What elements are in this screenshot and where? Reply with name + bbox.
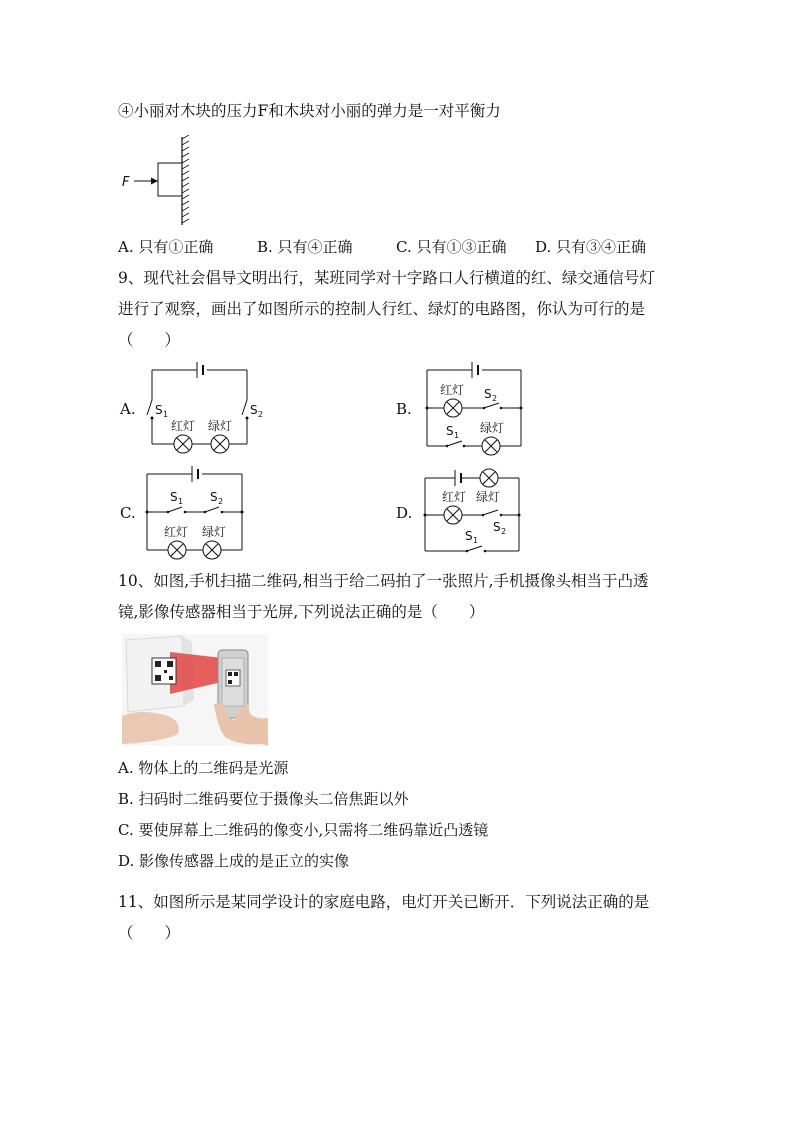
circuit-a-s1-sub: 1 bbox=[163, 410, 169, 419]
q10-line-1: 10、如图,手机扫描二维码,相当于给二码拍了一张照片,手机摄像头相当于凸透 bbox=[118, 572, 649, 590]
circuit-a bbox=[145, 358, 265, 460]
q8-option-d: D. 只有③④正确 bbox=[535, 238, 647, 256]
circuit-a-s2: S bbox=[250, 403, 258, 417]
circuit-d bbox=[420, 460, 530, 560]
circuit-b-red-label: 红灯 bbox=[440, 383, 465, 397]
circuit-c-s2: S bbox=[210, 490, 218, 504]
q10-option-d: D. 影像传感器上成的是正立的实像 bbox=[118, 852, 350, 870]
circuit-c bbox=[140, 460, 250, 565]
q10-line-2: 镜,影像传感器相当于光屏,下列说法正确的是（ ） bbox=[118, 603, 485, 621]
q8-statement-4: ④小丽对木块的压力F和木块对小丽的弹力是一对平衡力 bbox=[118, 102, 501, 120]
q10-option-c: C. 要使屏幕上二维码的像变小,只需将二维码靠近凸透镜 bbox=[118, 821, 489, 839]
circuit-c-green-label: 绿灯 bbox=[202, 525, 227, 539]
q9-line-1: 9、现代社会倡导文明出行，某班同学对十字路口人行横道的红、绿交通信号灯 bbox=[118, 269, 655, 287]
circuit-a-s1: S bbox=[155, 403, 163, 417]
circuit-d-s1: S bbox=[465, 529, 473, 543]
circuit-d-red-label: 红灯 bbox=[442, 490, 467, 504]
circuit-d-s1-sub: 1 bbox=[473, 536, 479, 545]
q10-option-b: B. 扫码时二维码要位于摄像头二倍焦距以外 bbox=[118, 790, 409, 808]
q8-option-c: C. 只有①③正确 bbox=[396, 238, 507, 256]
circuit-a-s2-sub: 2 bbox=[258, 410, 264, 419]
circuit-b-s1-sub: 1 bbox=[454, 431, 460, 440]
qr-scan-photo bbox=[122, 634, 268, 746]
q11-paren: （ ） bbox=[118, 924, 181, 942]
circuit-b-s2: S bbox=[484, 387, 492, 401]
circuit-a-green-label: 绿灯 bbox=[208, 419, 233, 433]
circuit-a-red-label: 红灯 bbox=[171, 419, 196, 433]
q8-option-b: B. 只有④正确 bbox=[257, 238, 353, 256]
circuit-a-letter: A. bbox=[120, 400, 136, 418]
force-label: F bbox=[122, 175, 130, 190]
circuit-b bbox=[420, 358, 530, 462]
force-arrowhead bbox=[151, 178, 158, 185]
q10-option-a: A. 物体上的二维码是光源 bbox=[118, 759, 289, 777]
circuit-c-s1: S bbox=[170, 490, 178, 504]
circuit-b-s2-sub: 2 bbox=[492, 394, 498, 403]
circuit-b-letter: B. bbox=[396, 400, 412, 418]
circuit-b-green-label: 绿灯 bbox=[480, 421, 505, 435]
circuit-c-s2-sub: 2 bbox=[218, 497, 224, 506]
circuit-b-s1: S bbox=[446, 424, 454, 438]
q9-line-2: 进行了观察，画出了如图所示的控制人行红、绿灯的电路图，你认为可行的是 bbox=[118, 300, 646, 318]
q11-line-1: 11、如图所示是某同学设计的家庭电路，电灯开关已断开．下列说法正确的是 bbox=[118, 893, 650, 911]
q8-option-a: A. 只有①正确 bbox=[118, 238, 214, 256]
circuit-d-s2: S bbox=[493, 520, 501, 534]
circuit-d-letter: D. bbox=[396, 504, 413, 522]
circuit-c-letter: C. bbox=[120, 504, 136, 522]
q8-force-diagram bbox=[118, 135, 198, 227]
circuit-d-green-label: 绿灯 bbox=[476, 490, 501, 504]
circuit-c-s1-sub: 1 bbox=[178, 497, 184, 506]
circuit-c-red-label: 红灯 bbox=[164, 525, 189, 539]
wood-block bbox=[158, 163, 182, 196]
q9-paren: （ ） bbox=[118, 331, 181, 349]
circuit-d-s2-sub: 2 bbox=[501, 527, 507, 536]
wall-hatching bbox=[182, 135, 189, 223]
